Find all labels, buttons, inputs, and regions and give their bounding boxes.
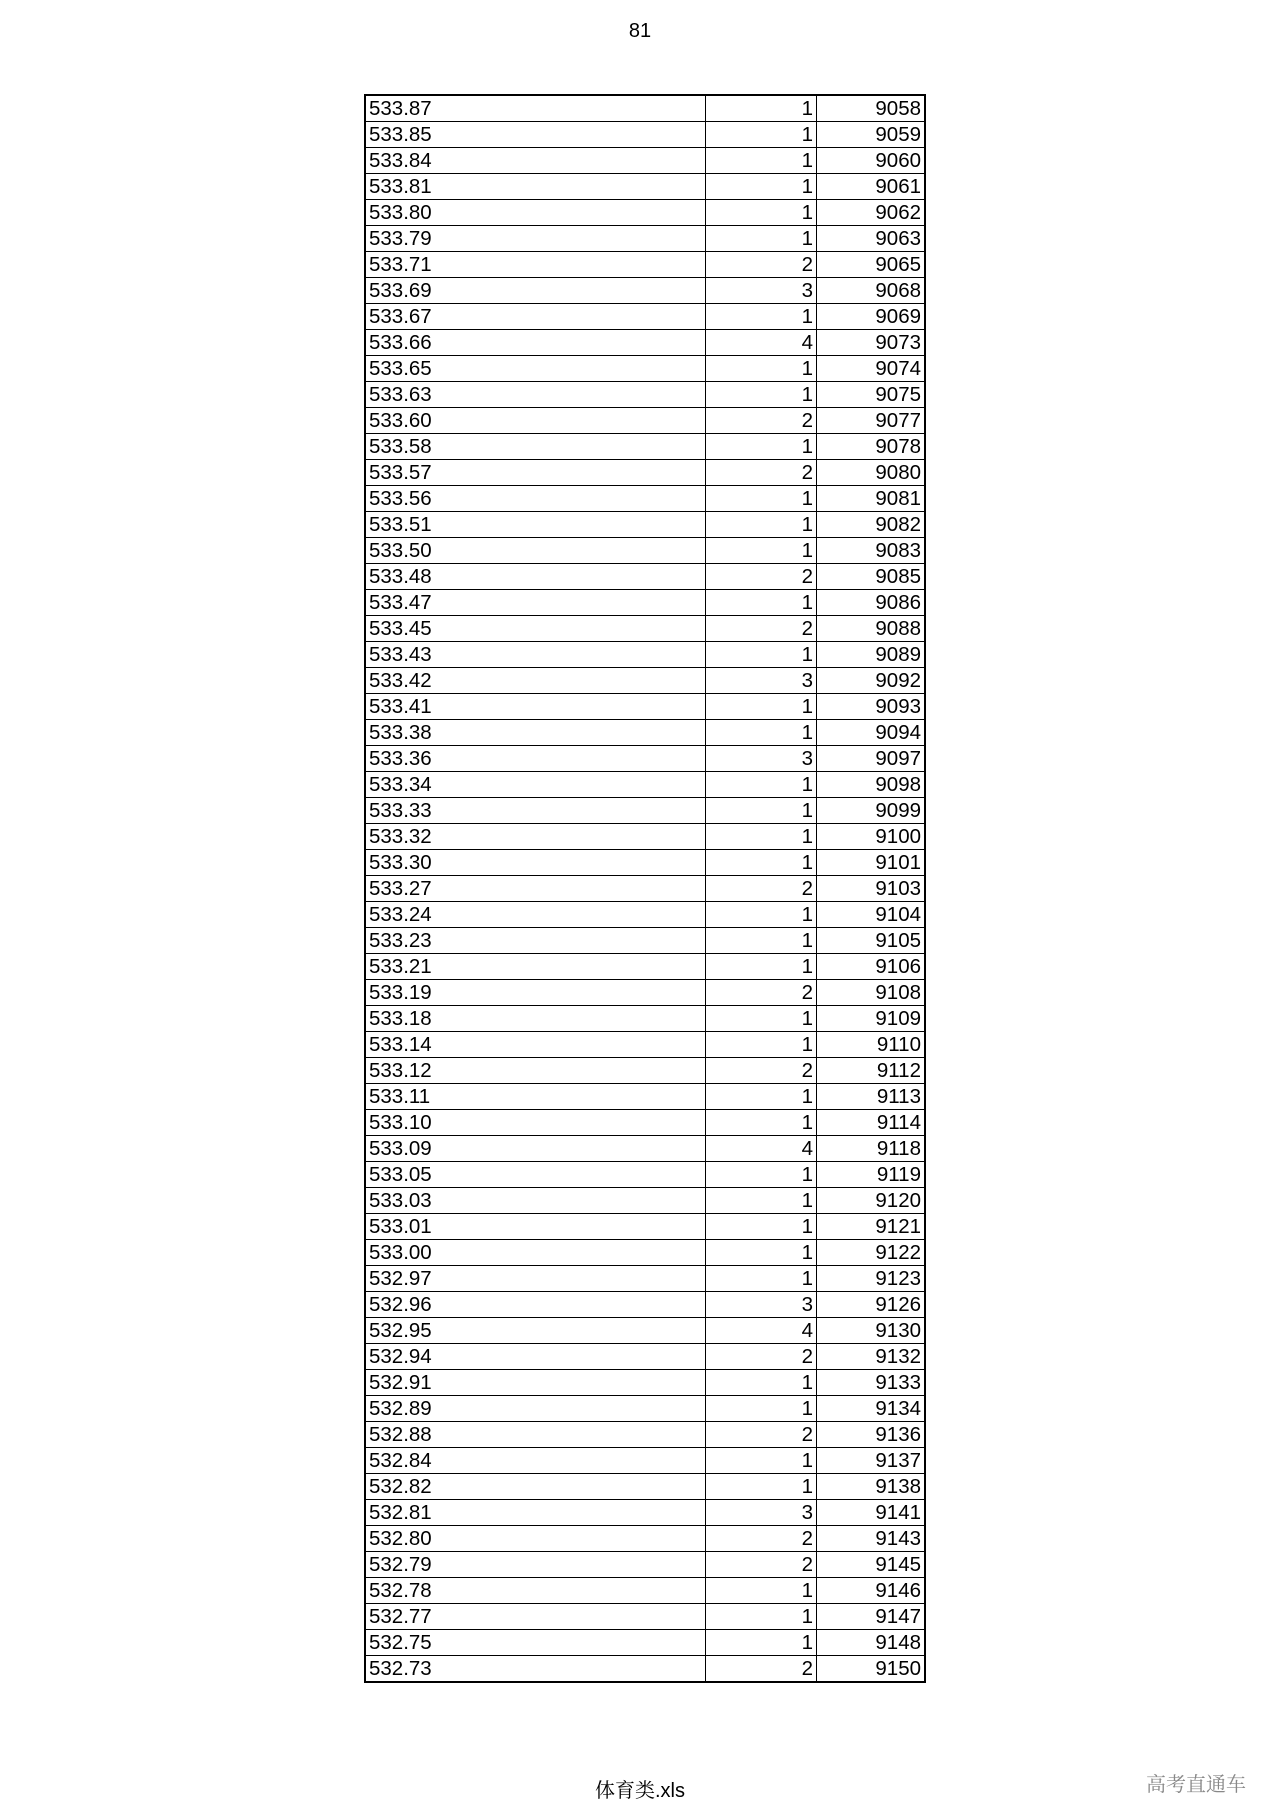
count-cell: 1 [706,174,817,200]
score-cell: 532.80 [365,1526,706,1552]
count-cell: 3 [706,1292,817,1318]
table-row [365,1578,925,1604]
rank-cell: 9147 [817,1604,926,1630]
score-cell: 533.14 [365,1032,706,1058]
table-row [365,460,925,486]
rank-cell: 9097 [817,746,926,772]
rank-cell: 9078 [817,434,926,460]
rank-cell: 9138 [817,1474,926,1500]
rank-cell: 9081 [817,486,926,512]
score-cell: 532.88 [365,1422,706,1448]
rank-cell: 9150 [817,1656,926,1683]
count-cell: 1 [706,95,817,122]
score-cell: 533.47 [365,590,706,616]
table-row [365,850,925,876]
score-cell: 533.33 [365,798,706,824]
score-table-body [365,95,925,1682]
rank-cell: 9105 [817,928,926,954]
rank-cell: 9121 [817,1214,926,1240]
score-cell: 533.60 [365,408,706,434]
rank-cell: 9082 [817,512,926,538]
table-row [365,122,925,148]
count-cell: 1 [706,772,817,798]
table-row [365,1396,925,1422]
page-number: 81 [628,20,652,42]
rank-cell: 9118 [817,1136,926,1162]
score-cell: 533.85 [365,122,706,148]
count-cell: 1 [706,642,817,668]
score-cell: 533.09 [365,1136,706,1162]
rank-cell: 9092 [817,668,926,694]
count-cell: 2 [706,1552,817,1578]
table-row [365,824,925,850]
rank-cell: 9085 [817,564,926,590]
rank-cell: 9100 [817,824,926,850]
count-cell: 2 [706,1058,817,1084]
count-cell: 1 [706,1084,817,1110]
watermark: 高考直通车 [1146,1774,1246,1796]
table-row [365,954,925,980]
count-cell: 2 [706,616,817,642]
count-cell: 1 [706,200,817,226]
count-cell: 1 [706,1448,817,1474]
count-cell: 2 [706,1422,817,1448]
rank-cell: 9073 [817,330,926,356]
table-row [365,278,925,304]
score-cell: 533.21 [365,954,706,980]
score-cell: 533.11 [365,1084,706,1110]
rank-cell: 9103 [817,876,926,902]
score-cell: 533.56 [365,486,706,512]
count-cell: 1 [706,928,817,954]
table-row [365,876,925,902]
score-cell: 533.87 [365,95,706,122]
count-cell: 1 [706,382,817,408]
count-cell: 1 [706,1474,817,1500]
table-row [365,798,925,824]
rank-cell: 9145 [817,1552,926,1578]
rank-cell: 9063 [817,226,926,252]
score-cell: 533.69 [365,278,706,304]
count-cell: 1 [706,1006,817,1032]
score-cell: 533.38 [365,720,706,746]
count-cell: 1 [706,1110,817,1136]
table-row [365,1162,925,1188]
table-row [365,1656,925,1683]
table-row [365,1500,925,1526]
score-cell: 532.95 [365,1318,706,1344]
score-cell: 532.96 [365,1292,706,1318]
rank-cell: 9120 [817,1188,926,1214]
score-cell: 532.82 [365,1474,706,1500]
table-row [365,1318,925,1344]
score-cell: 533.66 [365,330,706,356]
score-cell: 533.32 [365,824,706,850]
score-cell: 532.77 [365,1604,706,1630]
score-cell: 533.43 [365,642,706,668]
rank-cell: 9132 [817,1344,926,1370]
score-cell: 533.12 [365,1058,706,1084]
score-cell: 532.97 [365,1266,706,1292]
score-cell: 533.50 [365,538,706,564]
table-row [365,694,925,720]
rank-cell: 9130 [817,1318,926,1344]
count-cell: 3 [706,668,817,694]
rank-cell: 9069 [817,304,926,330]
rank-cell: 9146 [817,1578,926,1604]
rank-cell: 9141 [817,1500,926,1526]
score-cell: 533.18 [365,1006,706,1032]
count-cell: 2 [706,876,817,902]
rank-cell: 9086 [817,590,926,616]
table-row [365,980,925,1006]
rank-cell: 9060 [817,148,926,174]
score-cell: 533.48 [365,564,706,590]
rank-cell: 9101 [817,850,926,876]
rank-cell: 9062 [817,200,926,226]
table-row [365,1032,925,1058]
count-cell: 1 [706,434,817,460]
table-row [365,434,925,460]
score-cell: 533.51 [365,512,706,538]
table-row [365,200,925,226]
rank-cell: 9099 [817,798,926,824]
rank-cell: 9137 [817,1448,926,1474]
table-row [365,772,925,798]
score-cell: 532.79 [365,1552,706,1578]
table-row [365,226,925,252]
count-cell: 1 [706,1396,817,1422]
score-cell: 533.67 [365,304,706,330]
file-name: 体育类.xls [595,1780,685,1802]
table-row [365,1006,925,1032]
score-cell: 533.84 [365,148,706,174]
table-row [365,1292,925,1318]
score-cell: 533.27 [365,876,706,902]
count-cell: 4 [706,1136,817,1162]
table-row [365,928,925,954]
table-row [365,1084,925,1110]
count-cell: 3 [706,278,817,304]
table-row [365,252,925,278]
rank-cell: 9058 [817,95,926,122]
count-cell: 1 [706,1604,817,1630]
rank-cell: 9112 [817,1058,926,1084]
table-row [365,720,925,746]
count-cell: 1 [706,1032,817,1058]
table-row [365,1058,925,1084]
table-row [365,1188,925,1214]
score-cell: 533.79 [365,226,706,252]
count-cell: 1 [706,824,817,850]
count-cell: 1 [706,1578,817,1604]
rank-cell: 9143 [817,1526,926,1552]
count-cell: 1 [706,538,817,564]
table-row [365,330,925,356]
score-cell: 533.71 [365,252,706,278]
table-row [365,1630,925,1656]
score-cell: 532.84 [365,1448,706,1474]
count-cell: 1 [706,226,817,252]
score-cell: 533.24 [365,902,706,928]
rank-cell: 9088 [817,616,926,642]
rank-cell: 9098 [817,772,926,798]
table-row [365,408,925,434]
count-cell: 1 [706,122,817,148]
score-cell: 533.05 [365,1162,706,1188]
count-cell: 1 [706,954,817,980]
rank-cell: 9114 [817,1110,926,1136]
rank-cell: 9083 [817,538,926,564]
table-row [365,1240,925,1266]
count-cell: 1 [706,850,817,876]
rank-cell: 9108 [817,980,926,1006]
count-cell: 3 [706,1500,817,1526]
rank-cell: 9122 [817,1240,926,1266]
rank-cell: 9093 [817,694,926,720]
rank-cell: 9148 [817,1630,926,1656]
count-cell: 4 [706,1318,817,1344]
table-row [365,668,925,694]
rank-cell: 9106 [817,954,926,980]
rank-cell: 9109 [817,1006,926,1032]
table-row [365,148,925,174]
table-row [365,1344,925,1370]
count-cell: 1 [706,512,817,538]
rank-cell: 9074 [817,356,926,382]
rank-cell: 9134 [817,1396,926,1422]
count-cell: 2 [706,1344,817,1370]
score-table [364,94,926,1683]
score-cell: 533.81 [365,174,706,200]
rank-cell: 9126 [817,1292,926,1318]
score-cell: 533.36 [365,746,706,772]
table-row [365,616,925,642]
rank-cell: 9133 [817,1370,926,1396]
count-cell: 2 [706,1526,817,1552]
count-cell: 2 [706,460,817,486]
count-cell: 2 [706,980,817,1006]
table-row [365,1136,925,1162]
score-cell: 532.78 [365,1578,706,1604]
count-cell: 1 [706,304,817,330]
count-cell: 1 [706,590,817,616]
rank-cell: 9110 [817,1032,926,1058]
rank-cell: 9113 [817,1084,926,1110]
count-cell: 1 [706,1630,817,1656]
rank-cell: 9123 [817,1266,926,1292]
rank-cell: 9059 [817,122,926,148]
rank-cell: 9077 [817,408,926,434]
table-row [365,1526,925,1552]
table-row [365,356,925,382]
count-cell: 4 [706,330,817,356]
rank-cell: 9104 [817,902,926,928]
score-cell: 533.42 [365,668,706,694]
score-cell: 533.57 [365,460,706,486]
score-cell: 533.80 [365,200,706,226]
table-row [365,304,925,330]
count-cell: 1 [706,486,817,512]
rank-cell: 9094 [817,720,926,746]
score-table-container [364,94,926,1683]
table-row [365,1604,925,1630]
score-cell: 533.23 [365,928,706,954]
rank-cell: 9080 [817,460,926,486]
count-cell: 1 [706,1240,817,1266]
table-row [365,1214,925,1240]
table-row [365,486,925,512]
table-row [365,1110,925,1136]
count-cell: 1 [706,902,817,928]
table-row [365,382,925,408]
table-row [365,1266,925,1292]
score-cell: 533.30 [365,850,706,876]
count-cell: 1 [706,1370,817,1396]
count-cell: 2 [706,564,817,590]
rank-cell: 9061 [817,174,926,200]
score-cell: 532.91 [365,1370,706,1396]
score-cell: 533.41 [365,694,706,720]
table-row [365,538,925,564]
score-cell: 533.63 [365,382,706,408]
table-row [365,174,925,200]
score-cell: 532.73 [365,1656,706,1683]
table-row [365,1474,925,1500]
rank-cell: 9136 [817,1422,926,1448]
count-cell: 2 [706,252,817,278]
count-cell: 1 [706,798,817,824]
score-cell: 533.34 [365,772,706,798]
table-row [365,1370,925,1396]
score-cell: 533.10 [365,1110,706,1136]
table-row [365,1448,925,1474]
table-row [365,902,925,928]
rank-cell: 9119 [817,1162,926,1188]
count-cell: 1 [706,356,817,382]
count-cell: 1 [706,694,817,720]
score-cell: 533.19 [365,980,706,1006]
count-cell: 1 [706,1162,817,1188]
count-cell: 1 [706,720,817,746]
score-cell: 533.65 [365,356,706,382]
score-cell: 532.94 [365,1344,706,1370]
count-cell: 1 [706,1188,817,1214]
table-row [365,590,925,616]
count-cell: 1 [706,148,817,174]
rank-cell: 9065 [817,252,926,278]
score-cell: 533.58 [365,434,706,460]
score-cell: 533.03 [365,1188,706,1214]
score-cell: 532.75 [365,1630,706,1656]
score-cell: 532.89 [365,1396,706,1422]
table-row [365,564,925,590]
table-row [365,1552,925,1578]
score-cell: 533.01 [365,1214,706,1240]
rank-cell: 9068 [817,278,926,304]
count-cell: 2 [706,408,817,434]
rank-cell: 9089 [817,642,926,668]
score-cell: 532.81 [365,1500,706,1526]
score-cell: 533.00 [365,1240,706,1266]
count-cell: 2 [706,1656,817,1683]
table-row [365,512,925,538]
table-row [365,746,925,772]
rank-cell: 9075 [817,382,926,408]
count-cell: 3 [706,746,817,772]
count-cell: 1 [706,1214,817,1240]
table-row [365,642,925,668]
table-row [365,1422,925,1448]
count-cell: 1 [706,1266,817,1292]
score-cell: 533.45 [365,616,706,642]
table-row [365,95,925,122]
